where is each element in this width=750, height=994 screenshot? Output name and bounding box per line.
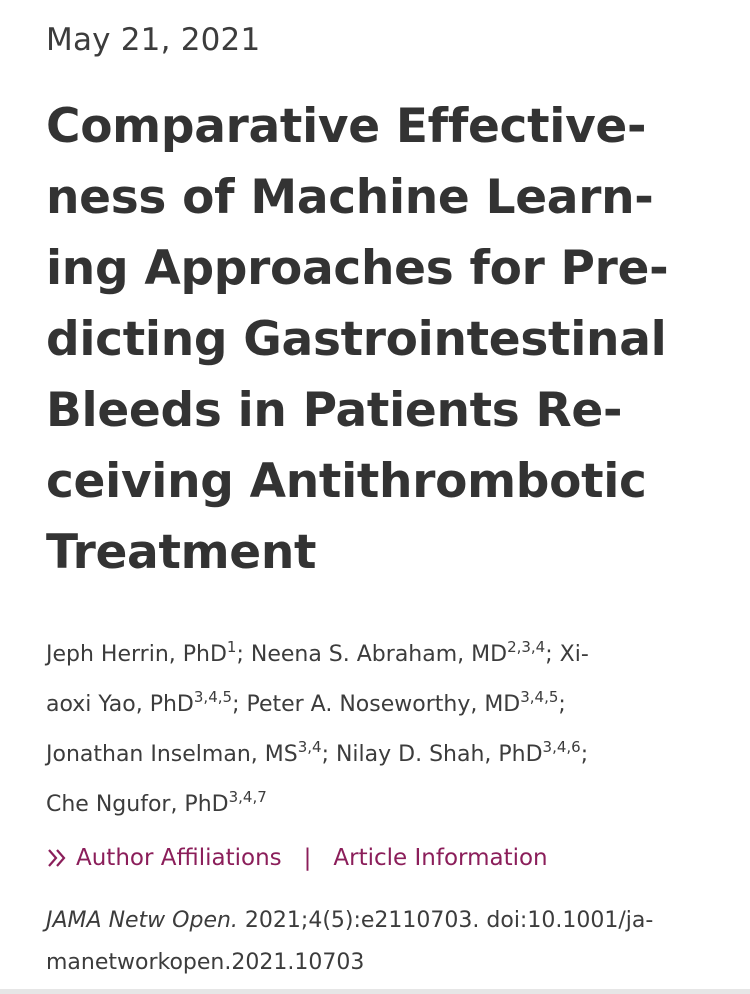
author-affiliations-link[interactable]: Author Affiliations [76,845,282,871]
author-name: Jonathan Inselman, MS [46,742,298,767]
article-title [46,91,736,588]
title-line: dicting Gastrointestinal [46,312,667,367]
author-line [46,780,736,830]
author-name: aoxi Yao, PhD [46,692,194,717]
divider [0,989,750,994]
affiliation-superscript: 3,4,5 [520,688,559,706]
author-name: ; Peter A. Noseworthy, MD [232,692,521,717]
author-separator: ; [558,692,566,717]
double-chevron-right-icon[interactable] [46,847,68,869]
article-information-link[interactable]: Article Information [333,845,548,871]
journal-name: JAMA Netw Open. [46,908,238,933]
title-line: Bleeds in Patients Re- [46,383,623,438]
article-links [46,845,548,871]
author-separator: ; [580,742,589,767]
citation-line [46,900,736,942]
link-separator: | [303,845,312,871]
citation-details: 2021;4(5):e2110703. doi:10.1001/ja- [237,908,654,933]
citation-line: manetworkopen.2021.10703 [46,950,365,975]
title-line: Treatment [46,525,317,580]
affiliation-superscript: 2,3,4 [507,638,546,656]
affiliation-superscript: 3,4,7 [228,788,267,806]
affiliation-superscript: 3,4,6 [542,738,581,756]
affiliation-superscript: 3,4 [297,738,322,756]
affiliation-superscript: 1 [226,638,237,656]
author-name: Jeph Herrin, PhD [46,642,227,667]
title-line: Comparative Effective- [46,99,647,154]
author-line [46,630,736,680]
author-list [46,630,736,830]
publication-date: May 21, 2021 [46,22,261,58]
author-name: ; Nilay D. Shah, PhD [321,742,543,767]
title-line: ness of Machine Learn- [46,170,654,225]
author-line [46,680,736,730]
title-line: ceiving Antithrombotic [46,454,647,509]
affiliation-superscript: 3,4,5 [193,688,233,706]
author-name: ; Xi- [545,642,589,667]
author-name: Che Ngufor, PhD [46,792,229,817]
author-name: ; Neena S. Abraham, MD [236,642,508,667]
author-line [46,730,736,780]
citation [46,900,736,984]
title-line: ing Approaches for Pre- [46,241,669,296]
